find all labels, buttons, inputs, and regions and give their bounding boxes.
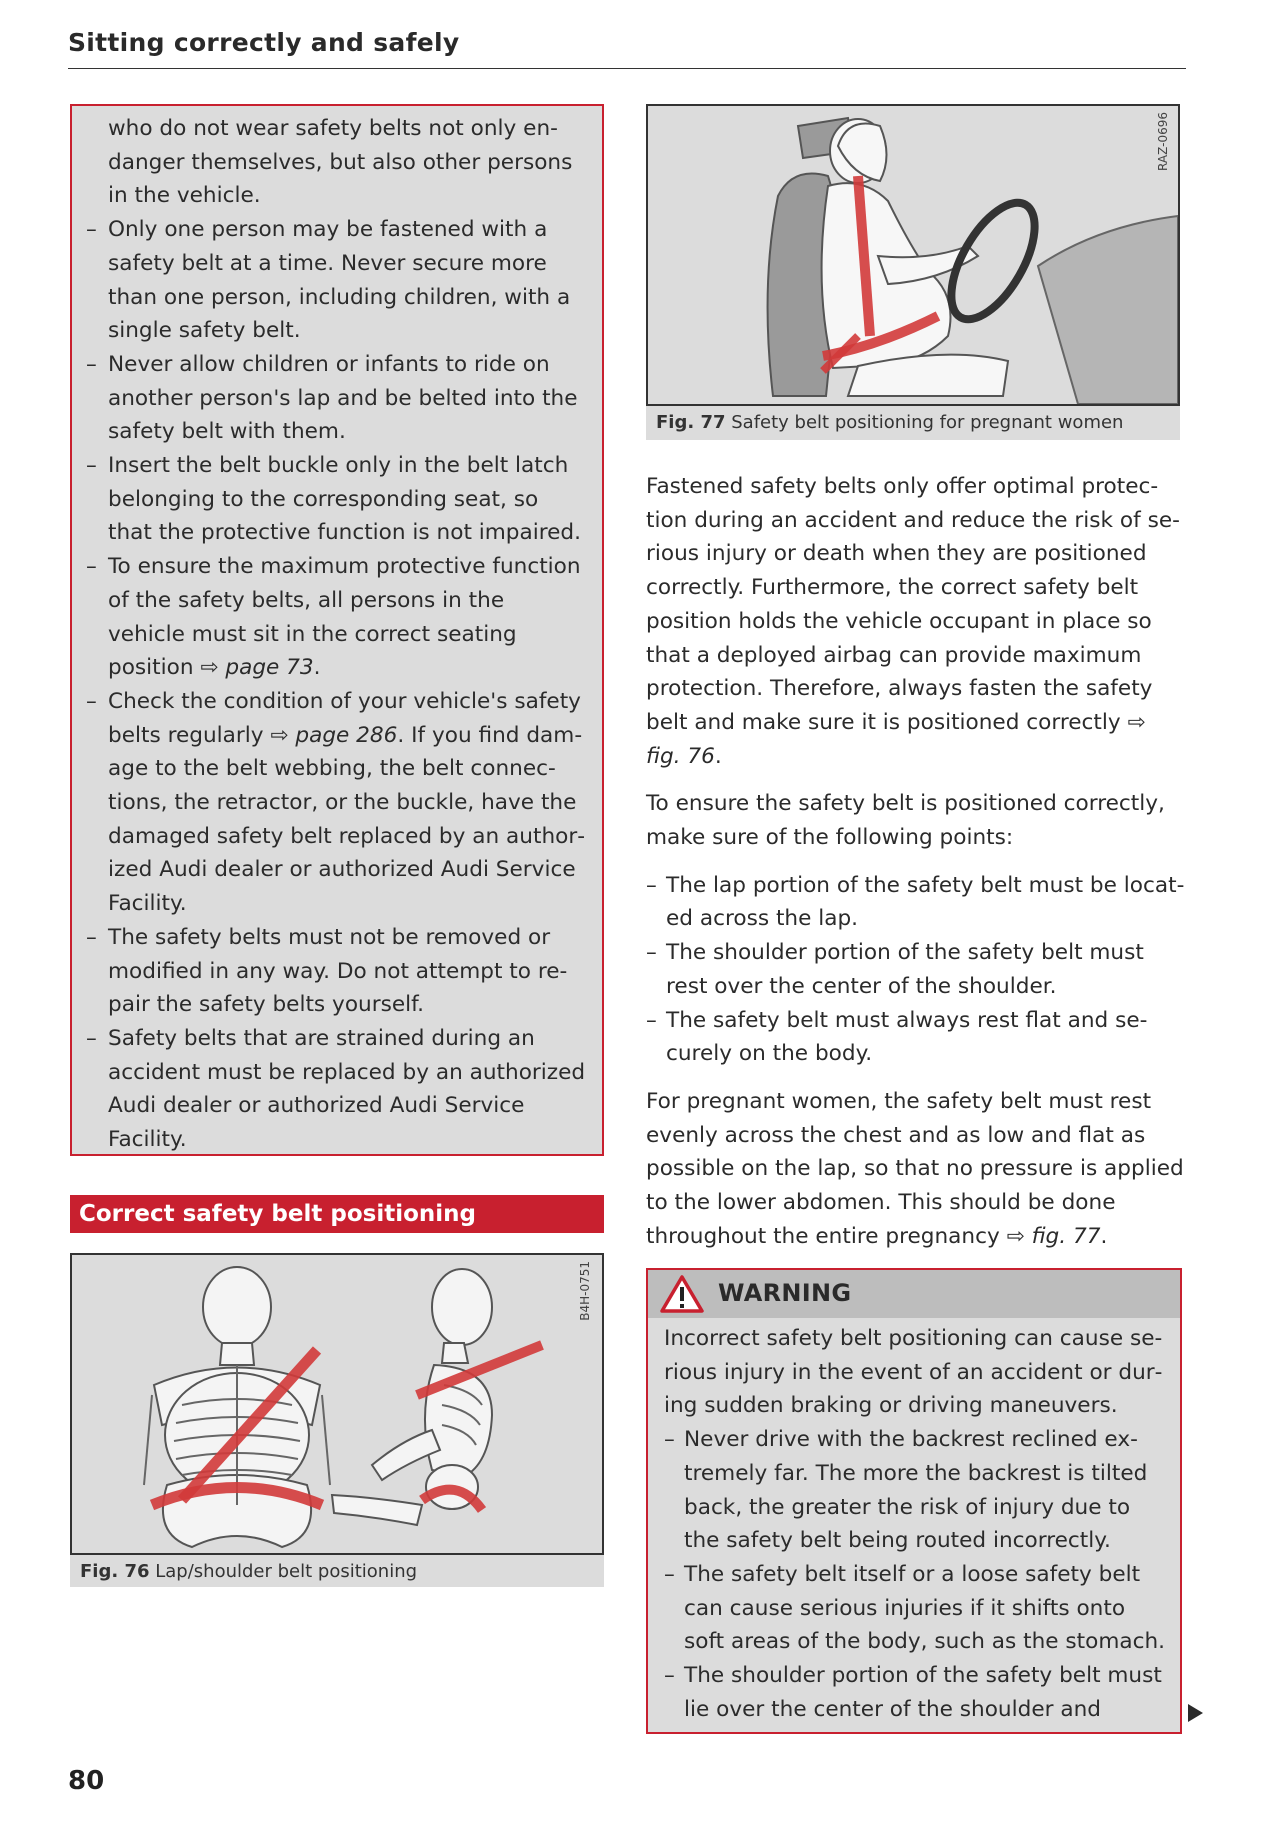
warning-continuation-list xyxy=(86,213,586,1157)
figure-76-caption: Fig. 76 Lap/shoulder belt positioning xyxy=(80,1561,418,1582)
positioning-points-list xyxy=(646,869,1186,1071)
list-item: – The lap portion of the safety belt must be located across the lap. xyxy=(646,869,1186,936)
cross-reference[interactable]: ⇨ page 73 xyxy=(200,655,314,681)
warning-body xyxy=(648,1318,1180,1726)
list-item: – The safety belts must not be removed or modified in any way. Do not attempt to repair the safety belts yourself. xyxy=(86,921,586,1022)
list-item: – Safety belts that are strained during an accident must be replaced by an authorized Audi dealer or authorized Audi Service Facility. xyxy=(86,1022,586,1157)
warning-continuation-box xyxy=(70,104,604,1156)
body-text-right xyxy=(646,470,1186,1253)
cross-reference[interactable]: ⇨ page 286 xyxy=(270,722,398,748)
list-item: – Never drive with the backrest reclined extremely far. The more the backrest is tilted back, the greater the risk of injury due to the safety belt being routed incorrectly. xyxy=(664,1423,1166,1558)
figure-76-illustration xyxy=(70,1253,604,1555)
warning-list xyxy=(664,1423,1166,1726)
figure-code: RAZ-0696 xyxy=(1156,112,1170,171)
warning-label: WARNING xyxy=(718,1279,852,1307)
continue-arrow-icon xyxy=(1188,1704,1203,1722)
figure-77 xyxy=(646,104,1180,440)
skeleton-belt-illustration xyxy=(72,1255,602,1553)
paragraph: Fastened safety belts only offer optimal protection during an accident and reduce the risk of serious injury or death when they are positioned correctly. Furthermore, the correct safety belt position holds the vehicle occupant in place so that a deployed airbag can provide maximum protection. Therefore, always fasten the safety belt and make sure it is positioned correctly ⇨ fig. 76. xyxy=(646,474,1180,769)
cross-reference[interactable]: ⇨ fig. 76 xyxy=(646,709,1146,769)
list-item: – Check the condition of your vehicle's safety belts regularly ⇨ page 286. If you find damage to the belt webbing, the belt connections, the retractor, or the buckle, have the damaged safety belt replaced by an authorized Audi dealer or authorized Audi Service Facility. xyxy=(86,685,586,921)
running-header: Sitting correctly and safely xyxy=(68,28,460,57)
figure-77-illustration xyxy=(646,104,1180,406)
pregnant-woman-belt-illustration xyxy=(648,106,1178,404)
list-item: – To ensure the maximum protective function of the safety belts, all persons in the vehicle must sit in the correct seating position ⇨ page 73. xyxy=(86,550,586,685)
list-item: – Insert the belt buckle only in the belt latch belonging to the corresponding seat, so that the protective function is not impaired. xyxy=(86,449,586,550)
list-item: – Never allow children or infants to ride on another person's lap and be belted into the safety belt with them. xyxy=(86,348,586,449)
figure-77-caption: Fig. 77 Safety belt positioning for pregnant women xyxy=(656,412,1124,433)
figure-code: B4H-0751 xyxy=(578,1261,592,1321)
cross-reference[interactable]: ⇨ fig. 77 xyxy=(1006,1223,1101,1249)
warning-box xyxy=(646,1268,1182,1734)
paragraph: To ensure the safety belt is positioned correctly, make sure of the following points: xyxy=(646,791,1165,851)
paragraph: For pregnant women, the safety belt must rest evenly across the chest and as low and flat as possible on the lap, so that no pressure is applied to the lower abdomen. This should be done throughout the entire pregnancy ⇨ fig. 77. xyxy=(646,1088,1184,1249)
header-rule xyxy=(68,68,1186,69)
section-heading: Correct safety belt positioning xyxy=(70,1195,604,1233)
warning-header xyxy=(648,1270,1180,1318)
warning-triangle-icon xyxy=(660,1275,704,1313)
list-item: – The shoulder portion of the safety belt must lie over the center of the shoulder and xyxy=(664,1659,1166,1726)
warning-intro: Incorrect safety belt positioning can cause serious injury in the event of an accident or during sudden braking or driving maneuvers. xyxy=(664,1326,1163,1419)
warning-continuation-intro: who do not wear safety belts not only endanger themselves, but also other persons in the vehicle. xyxy=(108,116,573,209)
page-number: 80 xyxy=(68,1766,105,1796)
list-item: – The safety belt itself or a loose safety belt can cause serious injuries if it shifts onto soft areas of the body, such as the stomach. xyxy=(664,1558,1166,1659)
list-item: – The safety belt must always rest flat and securely on the body. xyxy=(646,1004,1186,1071)
figure-76 xyxy=(70,1253,604,1587)
list-item: – The shoulder portion of the safety belt must rest over the center of the shoulder. xyxy=(646,936,1186,1003)
list-item: – Only one person may be fastened with a safety belt at a time. Never secure more than one person, including children, with a single safety belt. xyxy=(86,213,586,348)
